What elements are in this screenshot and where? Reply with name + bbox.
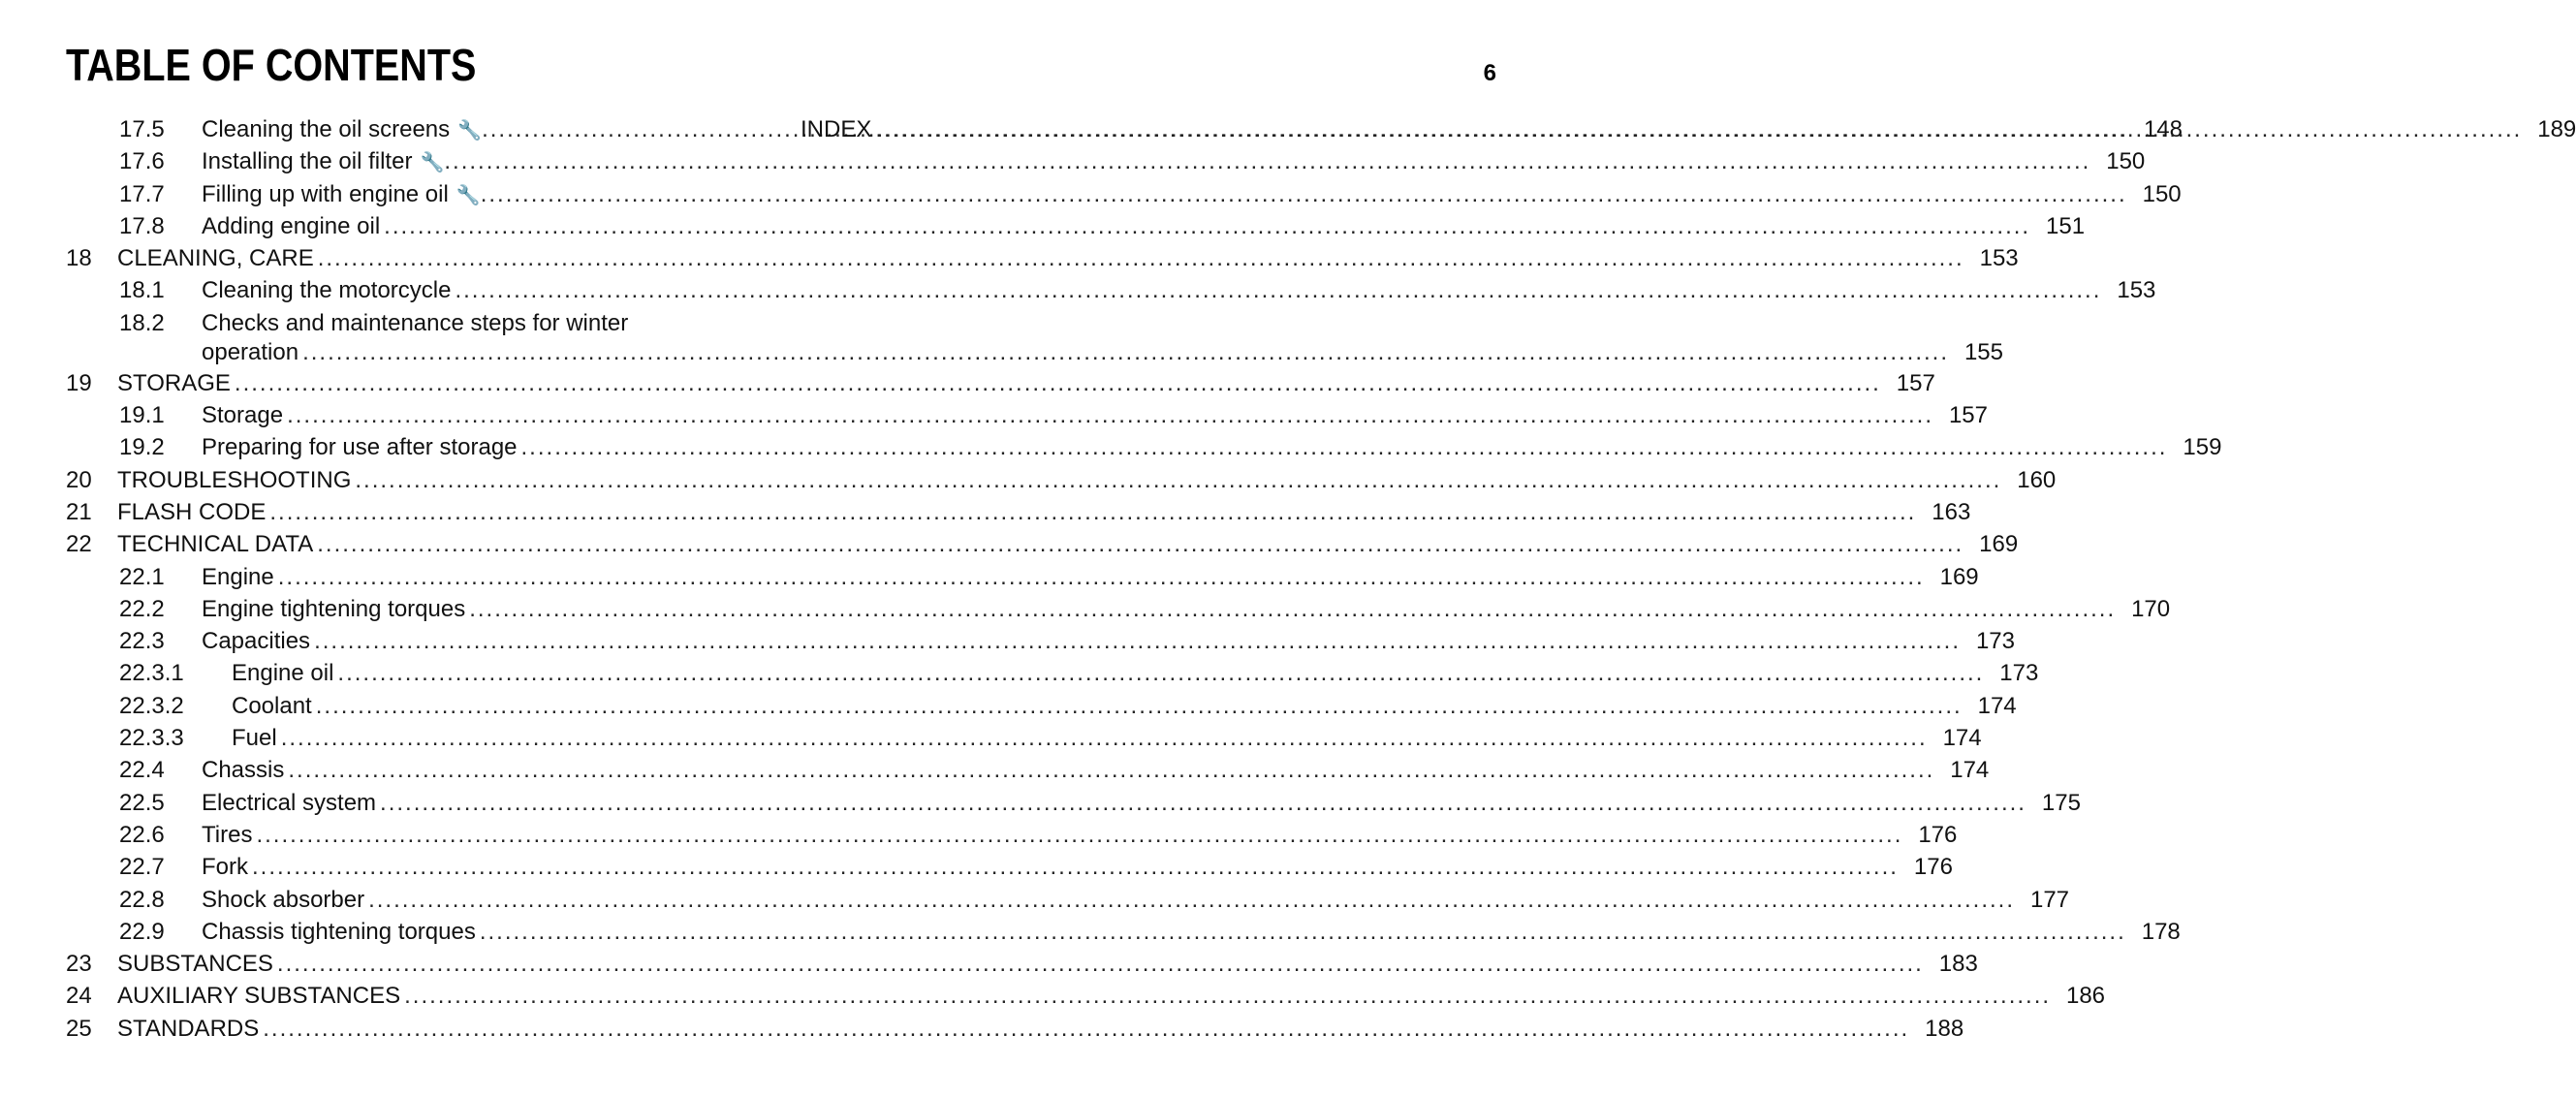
toc-entry-page: 153 [2117,277,2156,304]
toc-entry-number: 22.3 [119,628,165,655]
toc-entry[interactable] [66,210,2086,242]
toc-entry-number: 18 [66,245,92,272]
wrench-icon: 🔧 [456,184,481,206]
toc-entry-page: 170 [2131,595,2171,622]
toc-entry-page: 177 [2029,886,2070,913]
toc-entry-page: 176 [1918,821,1958,848]
toc-entry-page: 157 [1896,369,1935,396]
toc-entry-number: 17.5 [119,116,165,142]
page-number: 6 [1483,60,1496,86]
leader-dots [269,496,1916,528]
toc-entry-number: 22.2 [119,595,165,622]
toc-entry[interactable] [66,307,2003,367]
toc-entry-label: Capacities [202,628,311,655]
leader-dots [444,145,2090,177]
leader-dots [263,1013,1909,1045]
toc-entry-label: Adding engine oil [202,212,381,239]
leader-dots [480,916,2126,948]
toc-entry[interactable] [66,754,1990,786]
toc-entry-number: 17.6 [119,148,165,175]
toc-entry[interactable] [66,464,2057,496]
leader-dots [317,528,1963,560]
toc-entry-number: 22.5 [119,789,165,816]
toc-entry-label: STANDARDS [117,1015,260,1042]
toc-entry-label: Tires [202,821,253,848]
toc-entry[interactable] [66,884,2070,916]
leader-dots [278,561,1925,593]
toc-entry-number: 25 [66,1015,92,1042]
toc-entry-number: 22.9 [119,918,165,945]
toc-entry-number: 22 [66,531,92,558]
toc-entry-label: Cleaning the motorcycle [202,277,452,304]
toc-entry-label: TROUBLESHOOTING [117,466,352,493]
toc-entry[interactable] [66,722,1982,754]
leader-dots [252,851,1899,883]
leader-dots [302,338,1949,367]
leader-dots [355,464,2001,496]
toc-entry-number: 22.8 [119,886,165,913]
toc-entry[interactable] [66,561,1979,593]
leader-dots [318,242,1964,274]
toc-entry-number: 22.3.2 [119,692,184,719]
wrench-icon: 🔧 [457,120,483,141]
toc-entry[interactable] [66,274,2156,306]
leader-dots [521,431,2168,463]
toc-entry-page: 163 [1932,498,1971,525]
toc-entry-page: 189 [2537,116,2576,142]
toc-entry-number: 19 [66,369,92,396]
toc-entry-page: 173 [1975,628,2015,655]
toc-entry-page: 153 [1979,245,2019,272]
toc-entry-label: Cleaning the oil screens [202,116,451,142]
toc-entry-page: 151 [2046,212,2086,239]
toc-entry-page: 169 [1979,531,2019,558]
toc-entry-number: 22.4 [119,757,165,784]
toc-entry[interactable] [66,948,1978,980]
toc-entry-number: 24 [66,983,92,1010]
toc-entry-label: Chassis [202,757,285,784]
leader-dots [316,690,1963,722]
toc-entry-page: 155 [1963,338,2003,365]
toc-entry[interactable] [66,1013,1964,1045]
toc-entry-label: Fuel [232,725,277,752]
leader-dots [288,754,1934,786]
toc-entry-page: 183 [1938,951,1978,978]
toc-entry-label: Coolant [232,692,312,719]
toc-entry-number: 19.1 [119,402,165,429]
toc-entry-number: 22.3.3 [119,725,184,752]
toc-entry[interactable] [66,528,2019,560]
toc-entry[interactable] [66,690,2017,722]
leader-dots [235,367,1881,399]
toc-entry-label: Installing the oil filter [202,148,413,175]
toc-entry-label: Fork [202,854,248,881]
toc-entry[interactable] [66,819,1958,851]
toc-entry-number: 21 [66,498,92,525]
toc-entry-label: FLASH CODE [117,498,267,525]
leader-dots [287,399,1933,431]
toc-entry-number: 20 [66,466,92,493]
toc-entry[interactable] [66,980,2106,1012]
toc-entry-label: Electrical system [202,789,377,816]
toc-entry-label: SUBSTANCES [117,951,273,978]
toc-entry-label: Engine oil [232,660,334,687]
toc-entry-number: 18.2 [119,309,165,336]
toc-entry-page: 175 [2041,789,2081,816]
leader-dots [314,625,1961,657]
toc-entry-number: 22.6 [119,821,165,848]
toc-entry-number: 22.7 [119,854,165,881]
toc-entry-page: 159 [2183,434,2222,461]
toc-entry-number: 22.3.1 [119,660,184,687]
toc-entry-label: Engine tightening torques [202,595,466,622]
leader-dots [277,948,1924,980]
toc-entry[interactable] [66,657,2039,689]
toc-entry-label: INDEX [801,116,872,142]
leader-dots [368,884,2015,916]
wrench-icon: 🔧 [420,152,445,174]
toc-entry[interactable] [66,242,2019,274]
toc-entry-label: Filling up with engine oil [202,180,449,207]
toc-entry-page: 157 [1948,402,1988,429]
toc-entry-page: 160 [2017,466,2057,493]
toc-entry[interactable] [66,431,2222,463]
toc-entry-page: 150 [2142,180,2182,207]
toc-entry[interactable] [66,851,1953,883]
toc-entry-label: Preparing for use after storage [202,434,518,461]
toc-entry-page: 174 [1977,692,2017,719]
leader-dots [404,980,2051,1012]
toc-entry-page: 173 [1999,660,2039,687]
toc-entry[interactable] [66,399,1988,431]
toc-entry-page: 169 [1939,563,1979,590]
toc-entry[interactable] [66,593,2171,625]
toc-entry-number: 22.1 [119,563,165,590]
toc-entry-page: 176 [1913,854,1953,881]
leader-dots [384,210,2030,242]
toc-entry-number: 17.7 [119,180,165,207]
toc-entry-page: 174 [1950,757,1990,784]
toc-entry-label: Storage [202,402,284,429]
toc-entry[interactable] [66,367,1935,399]
toc-entry-label: CLEANING, CARE [117,245,314,272]
toc-entry[interactable] [66,178,2182,210]
toc-entry-label: AUXILIARY SUBSTANCES [117,983,401,1010]
toc-entry-label: operation [202,338,299,365]
toc-entry-number: 19.2 [119,434,165,461]
toc-entry[interactable] [66,625,2015,657]
toc-entry-page: 188 [1925,1015,1964,1042]
toc-entry-page: 178 [2141,918,2181,945]
leader-dots [281,722,1928,754]
toc-entry[interactable] [66,916,2181,948]
leader-dots [380,787,2026,819]
leader-dots [481,178,2127,210]
leader-dots [875,113,2522,145]
toc-entry-label: Engine [202,563,274,590]
toc-entry-label: Shock absorber [202,886,365,913]
toc-entry-page: 150 [2106,148,2146,175]
toc-entry-number: 18.1 [119,277,165,304]
leader-dots [256,819,1902,851]
leader-dots [337,657,1984,689]
toc-entry[interactable] [66,787,2081,819]
toc-entry-label: Chassis tightening torques [202,918,476,945]
toc-entry-page: 186 [2065,983,2106,1010]
toc-entry-number: 23 [66,951,92,978]
toc-entry-label: STORAGE [117,369,231,396]
toc-entry[interactable] [66,496,1971,528]
toc-entry-page: 148 [2143,116,2183,142]
page-title: TABLE OF CONTENTS [66,40,477,90]
toc-entry-page: 174 [1942,725,1982,752]
leader-dots [455,274,2101,306]
toc-entry-label: TECHNICAL DATA [117,531,314,558]
toc-entry[interactable] [66,145,2146,177]
toc-entry-label: Checks and maintenance steps for winter [202,309,629,336]
toc-entry-number: 17.8 [119,212,165,239]
leader-dots [469,593,2116,625]
